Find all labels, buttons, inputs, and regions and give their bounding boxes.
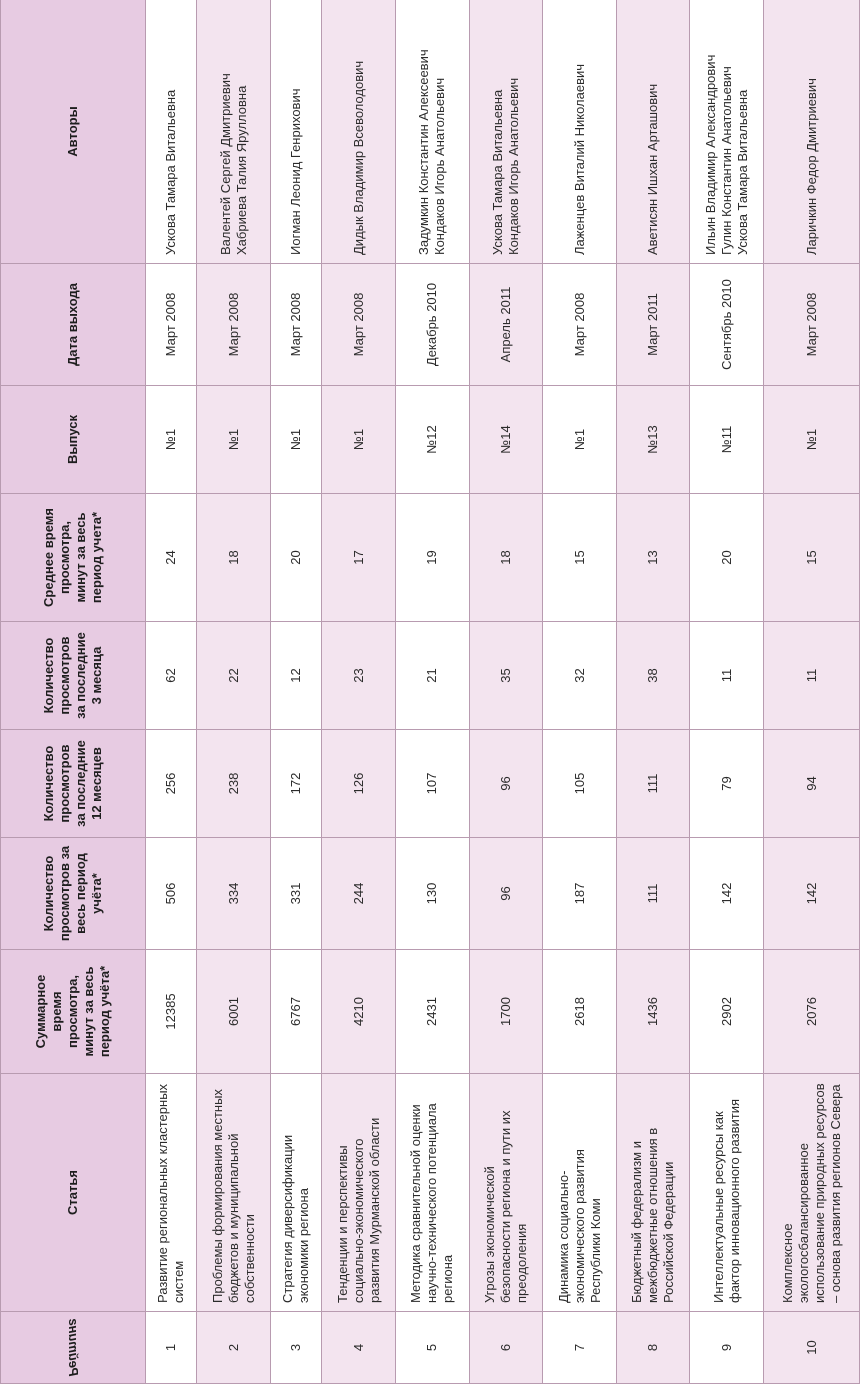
- cell-rank: 1: [146, 1312, 197, 1384]
- cell-article: Тенденции и перспективы социально-экономического развития Мурманской области: [322, 1074, 396, 1312]
- author-name: Ускова Тамара Витальевна: [163, 89, 179, 255]
- cell-views-3m: 38: [616, 622, 690, 730]
- cell-rank: 9: [690, 1312, 764, 1384]
- author-name: Ускова Тамара Витальевна: [734, 89, 750, 255]
- table-row: [322, 0, 396, 1384]
- author-name: Ускова Тамара Витальевна: [489, 89, 505, 255]
- cell-views-total: 334: [197, 838, 271, 950]
- cell-date: Декабрь 2010: [396, 264, 470, 386]
- cell-date: Март 2008: [146, 264, 197, 386]
- cell-article: Проблемы формирования местных бюджетов и муниципальной собственности: [197, 1074, 271, 1312]
- cell-article: Методика сравнительной оценки научно-технического потенциала региона: [396, 1074, 470, 1312]
- cell-total-time: 4210: [322, 950, 396, 1074]
- cell-issue: №1: [146, 386, 197, 494]
- cell-issue: №1: [322, 386, 396, 494]
- table-row: [764, 0, 860, 1384]
- cell-total-time: 6767: [271, 950, 322, 1074]
- cell-date: Март 2008: [322, 264, 396, 386]
- author-name: Аветисян Ишхан Арташович: [645, 83, 661, 255]
- author-name: Ларичкин Федор Дмитриевич: [803, 78, 819, 255]
- cell-avg-time: 15: [764, 494, 860, 622]
- cell-total-time: 12385: [146, 950, 197, 1074]
- cell-views-12m: 107: [396, 730, 470, 838]
- cell-total-time: 1436: [616, 950, 690, 1074]
- cell-views-12m: 94: [764, 730, 860, 838]
- cell-rank: 3: [271, 1312, 322, 1384]
- cell-views-12m: 172: [271, 730, 322, 838]
- author-name: Кондаков Игорь Анатольевич: [505, 77, 521, 255]
- cell-article: Динамика социально-экономического развития Республики Коми: [543, 1074, 617, 1312]
- cell-views-3m: 12: [271, 622, 322, 730]
- cell-issue: №13: [616, 386, 690, 494]
- cell-views-total: 506: [146, 838, 197, 950]
- cell-article: Интеллектуальные ресурсы как фактор инновационного развития: [690, 1074, 764, 1312]
- cell-issue: №1: [271, 386, 322, 494]
- cell-rank: 8: [616, 1312, 690, 1384]
- cell-views-3m: 22: [197, 622, 271, 730]
- cell-authors: [616, 0, 690, 264]
- cell-issue: №14: [469, 386, 543, 494]
- cell-avg-time: 18: [197, 494, 271, 622]
- table-row: [396, 0, 470, 1384]
- header-authors: Авторы: [1, 0, 146, 264]
- cell-authors: [271, 0, 322, 264]
- cell-date: Сентябрь 2010: [690, 264, 764, 386]
- author-name: Кондаков Игорь Анатольевич: [432, 77, 448, 255]
- author-name: Ильин Владимир Александрович: [702, 54, 718, 255]
- cell-total-time: 2431: [396, 950, 470, 1074]
- cell-authors: [764, 0, 860, 264]
- cell-views-total: 331: [271, 838, 322, 950]
- header-avg-time: Среднее время просмотра, минут за весь период учета*: [1, 494, 146, 622]
- header-views-12m: Количество просмотров за последние 12 месяцев: [1, 730, 146, 838]
- header-date: Дата выхода: [1, 264, 146, 386]
- table-row: [616, 0, 690, 1384]
- cell-avg-time: 20: [271, 494, 322, 622]
- cell-total-time: 2902: [690, 950, 764, 1074]
- cell-views-total: 142: [690, 838, 764, 950]
- table-row: [271, 0, 322, 1384]
- cell-views-12m: 126: [322, 730, 396, 838]
- table-header-row: [1, 0, 146, 1384]
- header-total-time: Суммарное время просмотра, минут за весь период учёта*: [1, 950, 146, 1074]
- cell-authors: [197, 0, 271, 264]
- cell-avg-time: 20: [690, 494, 764, 622]
- cell-avg-time: 15: [543, 494, 617, 622]
- cell-views-3m: 21: [396, 622, 470, 730]
- author-name: Валентей Сергей Дмитриевич: [217, 73, 233, 255]
- cell-authors: [543, 0, 617, 264]
- cell-article: Стратегия диверсификации экономики региона: [271, 1074, 322, 1312]
- cell-issue: №12: [396, 386, 470, 494]
- cell-views-total: 96: [469, 838, 543, 950]
- author-name: Хабриева Талия Ярулловна: [233, 85, 249, 255]
- cell-issue: №1: [764, 386, 860, 494]
- cell-views-12m: 96: [469, 730, 543, 838]
- cell-rank: 5: [396, 1312, 470, 1384]
- cell-rank: 6: [469, 1312, 543, 1384]
- cell-avg-time: 17: [322, 494, 396, 622]
- cell-avg-time: 13: [616, 494, 690, 622]
- header-article: Статья: [1, 1074, 146, 1312]
- author-name: Лаженцев Виталий Николаевич: [571, 63, 587, 255]
- header-rank: Рейтинг: [1, 1312, 146, 1384]
- cell-views-3m: 23: [322, 622, 396, 730]
- header-issue: Выпуск: [1, 386, 146, 494]
- author-name: Дидык Владимир Всеволодович: [350, 60, 366, 255]
- cell-views-12m: 111: [616, 730, 690, 838]
- cell-article: Развитие региональных кластерных систем: [146, 1074, 197, 1312]
- cell-rank: 2: [197, 1312, 271, 1384]
- cell-total-time: 2618: [543, 950, 617, 1074]
- cell-views-12m: 79: [690, 730, 764, 838]
- cell-views-3m: 11: [690, 622, 764, 730]
- cell-date: Апрель 2011: [469, 264, 543, 386]
- author-name: Гулин Константин Анатольевич: [718, 66, 734, 255]
- cell-article: Бюджетный федерализм и межбюджетные отношения в Российской Федерации: [616, 1074, 690, 1312]
- author-name: Иогман Леонид Генрихович: [288, 88, 304, 255]
- cell-authors: [690, 0, 764, 264]
- cell-views-3m: 11: [764, 622, 860, 730]
- cell-rank: 10: [764, 1312, 860, 1384]
- cell-views-12m: 256: [146, 730, 197, 838]
- cell-total-time: 6001: [197, 950, 271, 1074]
- cell-total-time: 2076: [764, 950, 860, 1074]
- cell-date: Март 2008: [543, 264, 617, 386]
- cell-issue: №1: [197, 386, 271, 494]
- cell-authors: [469, 0, 543, 264]
- table-row: [469, 0, 543, 1384]
- cell-authors: [322, 0, 396, 264]
- header-views-3m: Количество просмотров за последние 3 месяца: [1, 622, 146, 730]
- cell-date: Март 2008: [271, 264, 322, 386]
- cell-views-total: 111: [616, 838, 690, 950]
- table-row: [543, 0, 617, 1384]
- cell-issue: №1: [543, 386, 617, 494]
- cell-date: Март 2011: [616, 264, 690, 386]
- table-row: [146, 0, 197, 1384]
- cell-date: Март 2008: [764, 264, 860, 386]
- cell-avg-time: 18: [469, 494, 543, 622]
- cell-views-12m: 105: [543, 730, 617, 838]
- cell-views-12m: 238: [197, 730, 271, 838]
- cell-views-3m: 62: [146, 622, 197, 730]
- cell-views-3m: 35: [469, 622, 543, 730]
- cell-views-total: 142: [764, 838, 860, 950]
- cell-avg-time: 24: [146, 494, 197, 622]
- cell-rank: 4: [322, 1312, 396, 1384]
- cell-avg-time: 19: [396, 494, 470, 622]
- cell-authors: [146, 0, 197, 264]
- cell-date: Март 2008: [197, 264, 271, 386]
- table-row: [197, 0, 271, 1384]
- cell-rank: 7: [543, 1312, 617, 1384]
- cell-views-3m: 32: [543, 622, 617, 730]
- author-name: Задумкин Константин Алексеевич: [416, 49, 432, 255]
- cell-article: Комплексное экологосбалансированное использование природных ресурсов – основа развития регионов Севера: [764, 1074, 860, 1312]
- header-views-total: Количество просмотров за весь период учёта*: [1, 838, 146, 950]
- cell-total-time: 1700: [469, 950, 543, 1074]
- cell-authors: [396, 0, 470, 264]
- cell-article: Угрозы экономической безопасности региона и пути их преодоления: [469, 1074, 543, 1312]
- cell-views-total: 130: [396, 838, 470, 950]
- cell-views-total: 187: [543, 838, 617, 950]
- table-row: [690, 0, 764, 1384]
- cell-views-total: 244: [322, 838, 396, 950]
- cell-issue: №11: [690, 386, 764, 494]
